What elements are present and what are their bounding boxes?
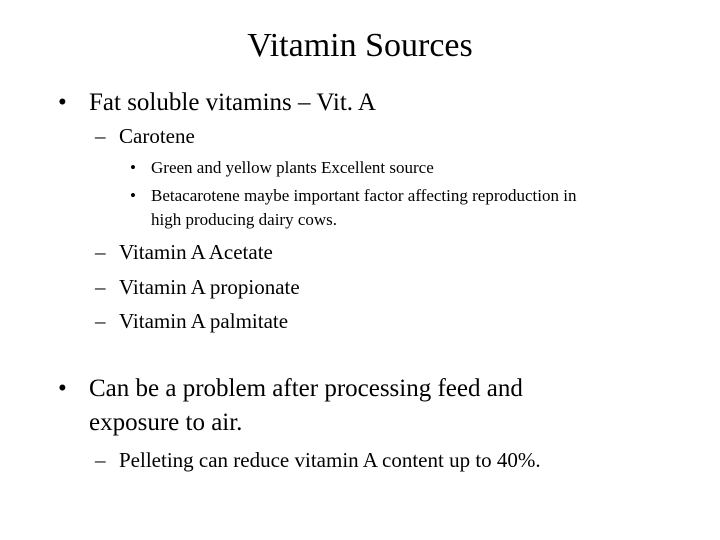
subsubitem-text-line1: Betacarotene maybe important factor affecting reproduction in (151, 186, 577, 205)
subsubitem-text-line2: high producing dairy cows. (151, 210, 338, 229)
dash-marker: – (95, 448, 106, 472)
dash-marker: – (95, 309, 106, 333)
subitem-text: Carotene (119, 124, 195, 148)
bullet-marker: • (58, 89, 67, 116)
bullet-text-line1: Can be a problem after processing feed and (89, 375, 523, 402)
bullet-marker: • (130, 186, 136, 205)
subsubitem-text: Green and yellow plants Excellent source (151, 158, 434, 177)
bullet-marker: • (58, 375, 67, 402)
bullet-marker: • (130, 158, 136, 177)
slide-title: Vitamin Sources (247, 27, 473, 64)
subitem-text: Vitamin A propionate (119, 275, 300, 299)
subitem-text: Pelleting can reduce vitamin A content up to 40%. (119, 448, 541, 472)
subitem-text: Vitamin A palmitate (119, 309, 289, 333)
subitem-text: Vitamin A Acetate (119, 240, 273, 264)
dash-marker: – (95, 240, 106, 264)
dash-marker: – (95, 124, 106, 148)
bullet-text-line2: exposure to air. (89, 409, 243, 436)
bullet-text: Fat soluble vitamins – Vit. A (89, 89, 376, 116)
dash-marker: – (95, 275, 106, 299)
